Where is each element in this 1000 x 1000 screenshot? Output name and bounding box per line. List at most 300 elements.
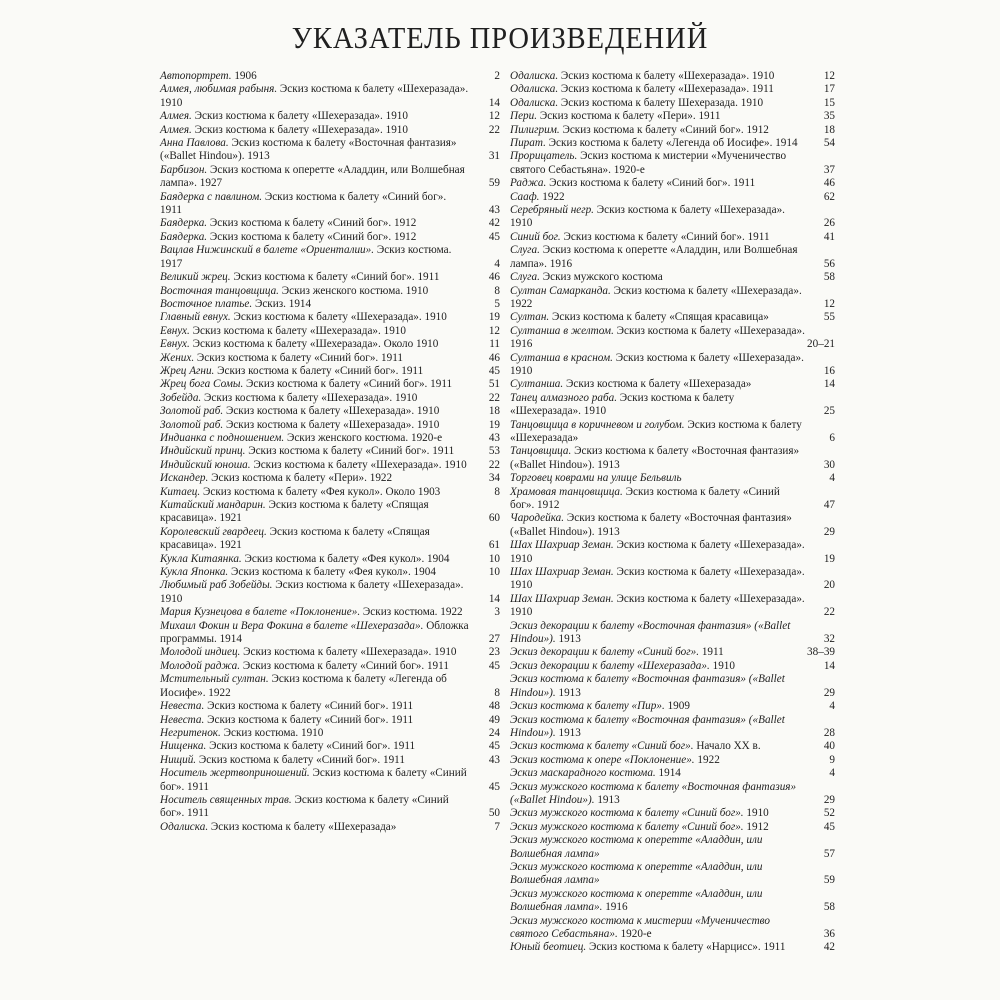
entry-page-number: 48 <box>488 700 500 713</box>
index-entry <box>510 754 835 767</box>
entry-page-number: 62 <box>823 190 835 203</box>
entry-title: Пилигрим. <box>510 123 560 136</box>
entry-text <box>510 673 805 700</box>
index-entry <box>160 459 500 472</box>
entry-title: Главный евнух. <box>160 311 231 324</box>
entry-page-number: 12 <box>823 70 835 82</box>
index-entry <box>160 110 500 123</box>
entry-text <box>510 861 805 888</box>
entry-description: Эскиз костюма к балету «Синий бог». 1911 <box>230 271 440 284</box>
index-entry <box>510 821 835 834</box>
entry-title: Эскиз мужского костюма к мистерии «Мученичество святого Себастьяна». <box>510 914 770 940</box>
entry-page-number: 26 <box>823 217 835 230</box>
entry-page-number: 14 <box>488 592 500 605</box>
index-entry <box>510 177 835 190</box>
entry-text <box>160 70 470 83</box>
entry-page-number: 57 <box>823 847 835 860</box>
index-entry <box>510 285 835 312</box>
index-entry <box>160 767 500 794</box>
entry-title: Евнух. <box>160 338 190 351</box>
index-entry <box>160 673 500 700</box>
entry-page-number: 8 <box>494 284 500 297</box>
entry-description: 1913 <box>555 726 581 739</box>
index-entry <box>160 566 500 579</box>
index-entry <box>160 660 500 673</box>
index-entry <box>510 834 835 861</box>
entry-title: Эскиз декорации к балету «Восточная фантазия» («Ballet Hindou»). <box>510 619 791 646</box>
entry-text <box>510 352 805 379</box>
entry-page-number: 22 <box>823 606 835 619</box>
entry-page-number: 42 <box>823 941 835 954</box>
entry-description: 1920-е <box>617 928 652 940</box>
index-entry <box>510 150 835 177</box>
entry-title: Прорицатель. <box>510 150 578 163</box>
entry-description: Эскиз костюма к балету «Фея кукол». 1904 <box>241 552 450 565</box>
entry-page-number: 52 <box>823 807 835 820</box>
index-entry <box>510 673 835 700</box>
entry-page-number: 55 <box>823 311 835 324</box>
entry-description: Эскиз костюма к балету «Синий бог». 1911 <box>240 659 449 672</box>
entry-title: Жених. <box>160 351 195 364</box>
entry-text <box>160 378 470 391</box>
index-entry <box>160 392 500 405</box>
entry-description: Эскиз. 1914 <box>252 297 312 310</box>
entry-description: Эскиз костюма к балету «Шехеразада». 1910 <box>510 566 805 592</box>
entry-description: Эскиз костюма к балету «Шехеразада». 1910 <box>558 70 775 82</box>
entry-title: Мария Кузнецова в балете «Поклонение». <box>160 606 361 619</box>
entry-text <box>160 244 470 271</box>
index-entry <box>510 740 835 753</box>
entry-title: Одалиска. <box>510 70 559 82</box>
index-entry <box>510 781 835 808</box>
entry-title: Негритенок. <box>160 726 221 739</box>
entry-title: Эскиз мужского костюма к балету «Синий бог». <box>510 820 744 833</box>
entry-title: Эскиз костюма к балету «Синий бог». <box>510 740 694 753</box>
entry-page-number: 22 <box>488 123 500 136</box>
index-entry <box>160 325 500 338</box>
entry-description: Эскиз костюма к мистерии «Мученичество святого Себастьяна». 1920-е <box>510 150 787 176</box>
entry-title: Одалиска. <box>510 96 559 109</box>
entry-title: Индийский юноша. <box>160 458 251 471</box>
entry-description: Эскиз костюма к балету «Синий бог». 1911 <box>546 177 756 190</box>
entry-page-number: 3 <box>494 606 500 619</box>
index-entry <box>510 445 835 472</box>
entry-title: Нищий. <box>160 753 197 766</box>
entry-page-number: 45 <box>488 230 500 243</box>
entry-description: 1922 <box>539 190 565 203</box>
index-entry <box>160 298 500 311</box>
entry-title: Храмовая танцовщица. <box>510 485 623 498</box>
index-entry <box>510 767 835 780</box>
entry-page-number: 61 <box>488 539 500 552</box>
entry-title: Китаец. <box>160 485 201 498</box>
entry-page-number: 49 <box>488 713 500 726</box>
entry-description: Эскиз костюма к балету «Шехеразада». 1910 <box>191 110 408 123</box>
entry-title: Слуга. <box>510 244 540 257</box>
entry-page-number: 29 <box>823 525 835 538</box>
entry-text <box>510 191 805 204</box>
entry-title: Эскиз мужского костюма к балету «Восточная фантазия» («Ballet Hindou»). <box>510 780 797 806</box>
entry-title: Шах Шахриар Земан. <box>510 592 614 605</box>
entry-title: Кукла Японка. <box>160 566 229 579</box>
entry-text <box>510 325 805 352</box>
entry-text <box>160 217 470 230</box>
entry-title: Слуга. <box>510 271 540 284</box>
entry-text <box>160 714 470 727</box>
entry-description: Эскиз костюма к балету «Легенда об Иосифе». 1914 <box>545 137 798 150</box>
entry-text <box>160 392 470 405</box>
entry-description: Эскиз костюма. 1922 <box>360 606 463 619</box>
entry-page-number: 8 <box>494 686 500 699</box>
entry-description: Эскиз костюма к балету «Шехеразада». 1910 <box>510 539 805 565</box>
index-entry <box>160 727 500 740</box>
entry-page-number: 32 <box>823 633 835 646</box>
entry-title: Нищенка. <box>160 740 207 753</box>
entry-page-number: 35 <box>823 110 835 123</box>
entry-text <box>510 566 805 593</box>
entry-title: Сааф. <box>510 190 540 203</box>
index-entry <box>510 311 835 324</box>
entry-title: Автопортрет. <box>160 70 232 82</box>
entry-text <box>160 700 470 713</box>
entry-description: Эскиз женского костюма. 1910 <box>278 284 429 297</box>
entry-description: Эскиз костюма к балету «Синий бог». 1911 <box>560 230 770 243</box>
entry-title: Баядерка. <box>160 230 208 243</box>
entry-text <box>510 285 805 312</box>
index-entry <box>510 392 835 419</box>
entry-title: Носитель священных трав. <box>160 793 292 806</box>
entry-title: Эскиз мужского костюма к оперетте «Аладдин, или Волшебная лампа» <box>510 860 763 887</box>
entry-description: Начало XX в. <box>693 740 761 753</box>
entry-title: Королевский гвардеец. <box>160 525 267 538</box>
entry-text <box>510 472 805 485</box>
index-entry <box>160 606 500 619</box>
entry-page-number: 45 <box>823 820 835 833</box>
entry-description: Эскиз костюма к балету «Синий бог». 1911 <box>196 753 405 766</box>
entry-title: Эскиз костюма к балету «Восточная фантазия» («Ballet Hindou»). <box>510 713 785 739</box>
entry-page-number: 41 <box>823 230 835 243</box>
entry-text <box>160 311 470 324</box>
entry-text <box>160 486 470 499</box>
entry-title: Носитель жертвоприношений. <box>160 767 310 780</box>
index-entry <box>510 807 835 820</box>
entry-description: Эскиз костюма к балету «Шехеразада». 1910 <box>189 324 406 337</box>
index-entry <box>510 271 835 284</box>
entry-page-number: 19 <box>488 311 500 324</box>
entry-text <box>160 767 470 794</box>
entry-title: Искандер. <box>160 472 209 485</box>
entry-description: Эскиз костюма к балету «Нарцисс». 1911 <box>586 941 786 954</box>
index-entry <box>160 419 500 432</box>
entry-page-number: 34 <box>488 472 500 485</box>
index-column-left <box>160 70 500 834</box>
entry-page-number: 30 <box>823 458 835 471</box>
entry-description: 1912 <box>743 820 769 833</box>
entry-text <box>160 419 470 432</box>
entry-text <box>510 767 805 780</box>
index-entry <box>160 352 500 365</box>
entry-text <box>160 365 470 378</box>
entry-description: Эскиз костюма к балету «Спящая красавица». 1921 <box>160 525 430 552</box>
entry-text <box>510 915 805 942</box>
entry-page-number: 45 <box>488 780 500 793</box>
entry-page-number: 23 <box>488 646 500 659</box>
entry-text <box>510 807 805 820</box>
index-entry <box>160 821 500 834</box>
entry-text <box>160 673 470 700</box>
entry-description: Эскиз костюма. 1917 <box>160 244 452 270</box>
entry-page-number: 51 <box>488 378 500 391</box>
entry-text <box>510 486 805 513</box>
index-entry <box>160 217 500 230</box>
entry-text <box>510 311 805 324</box>
entry-text <box>510 124 805 137</box>
entry-description: 1911 <box>699 646 724 659</box>
entry-text <box>160 110 470 123</box>
entry-title: Эскиз костюма к балету «Восточная фантазия» («Ballet Hindou»). <box>510 673 785 699</box>
index-entry <box>510 700 835 713</box>
entry-text <box>510 231 805 244</box>
index-entry <box>160 83 500 110</box>
index-entry <box>510 137 835 150</box>
entry-page-number: 28 <box>823 726 835 739</box>
entry-title: Торговец коврами на улице Бельвиль <box>510 472 682 485</box>
entry-description: Обложка программы. 1914 <box>160 619 469 646</box>
entry-title: Султанша в красном. <box>510 351 613 364</box>
index-entry <box>160 124 500 137</box>
index-entry <box>510 646 835 659</box>
entry-page-number: 8 <box>494 485 500 498</box>
entry-text <box>510 110 805 123</box>
index-entry <box>510 325 835 352</box>
index-entry <box>160 486 500 499</box>
entry-text <box>160 405 470 418</box>
entry-description: 1914 <box>655 767 681 780</box>
entry-description: Эскиз костюма к балету «Восточная фантазия» («Ballet Hindou»). 1913 <box>510 445 800 471</box>
entry-description: 1909 <box>664 700 690 713</box>
entry-text <box>510 834 805 861</box>
entry-page-number: 53 <box>488 445 500 458</box>
index-entry <box>160 472 500 485</box>
index-entry <box>160 378 500 391</box>
entry-text <box>160 620 470 647</box>
index-entry <box>160 405 500 418</box>
entry-page-number: 46 <box>488 271 500 284</box>
entry-text <box>510 941 805 954</box>
entry-title: Жрец бога Сомы. <box>160 378 244 391</box>
entry-text <box>160 566 470 579</box>
index-entry <box>510 539 835 566</box>
entry-text <box>510 445 805 472</box>
index-entry <box>510 512 835 539</box>
entry-description: Эскиз костюма к балету «Шехеразада» <box>208 820 397 833</box>
entry-text <box>160 754 470 767</box>
entry-description: Эскиз костюма к балету «Шехеразада». 1910 <box>160 579 464 605</box>
entry-text <box>510 137 805 150</box>
entry-description: Эскиз костюма к балету «Шехеразада» <box>563 378 752 391</box>
entry-title: Чародейка. <box>510 512 565 525</box>
entry-title: Жрец Агни. <box>160 364 215 377</box>
index-entry <box>510 70 835 83</box>
entry-page-number: 6 <box>829 431 835 444</box>
entry-page-number: 16 <box>823 364 835 377</box>
entry-page-number: 4 <box>829 767 835 780</box>
entry-title: Султанша в желтом. <box>510 324 614 337</box>
entry-page-number: 7 <box>494 820 500 833</box>
entry-description: Эскиз костюма к балету «Спящая красавица» <box>549 311 769 324</box>
entry-title: Анна Павлова. <box>160 137 229 150</box>
entry-description: 1913 <box>555 686 581 699</box>
entry-text <box>160 338 470 351</box>
entry-page-number: 22 <box>488 391 500 404</box>
entry-page-number: 45 <box>488 740 500 753</box>
entry-description: 1922 <box>694 753 720 766</box>
entry-description: Эскиз костюма к балету «Синий бог». 1912 <box>207 217 417 230</box>
index-entry <box>160 553 500 566</box>
entry-text <box>160 271 470 284</box>
entry-text <box>160 660 470 673</box>
entry-page-number: 38–39 <box>807 646 835 659</box>
entry-text <box>510 204 805 231</box>
entry-text <box>510 660 805 673</box>
index-entry <box>510 714 835 741</box>
index-entry <box>160 191 500 218</box>
entry-page-number: 4 <box>829 472 835 485</box>
entry-title: Эскиз мужского костюма к оперетте «Аладдин, или Волшебная лампа». <box>510 887 763 914</box>
index-entry <box>160 499 500 526</box>
index-entry <box>510 378 835 391</box>
page-title: УКАЗАТЕЛЬ ПРОИЗВЕДЕНИЙ <box>291 20 709 55</box>
entry-description: Эскиз костюма к балету «Шехеразада». 1910 <box>510 351 804 377</box>
entry-page-number: 5 <box>494 297 500 310</box>
index-entry <box>160 700 500 713</box>
entry-page-number: 46 <box>823 177 835 190</box>
entry-title: Султан. <box>510 311 550 324</box>
entry-description: Эскиз костюма к оперетте «Аладдин, или Волшебная лампа». 1927 <box>160 163 465 190</box>
index-entry <box>510 244 835 271</box>
index-entry <box>510 419 835 446</box>
entry-page-number: 4 <box>829 700 835 713</box>
entry-page-number: 58 <box>823 271 835 284</box>
index-entry <box>510 915 835 942</box>
index-entry <box>160 231 500 244</box>
index-entry <box>510 191 835 204</box>
entry-description: Эскиз костюма к балету «Пери». 1922 <box>208 472 393 485</box>
index-entry <box>510 472 835 485</box>
entry-title: Любимый раб Зобейды. <box>160 579 273 592</box>
index-entry <box>160 714 500 727</box>
index-entry <box>510 231 835 244</box>
entry-page-number: 56 <box>823 257 835 270</box>
entry-page-number: 43 <box>488 204 500 217</box>
index-entry <box>160 271 500 284</box>
index-entry <box>510 204 835 231</box>
entry-text <box>510 97 805 110</box>
entry-text <box>510 821 805 834</box>
entry-description: 1906 <box>231 70 257 82</box>
entry-title: Одалиска. <box>510 83 559 96</box>
entry-title: Китайский мандарин. <box>160 499 266 511</box>
entry-description: Эскиз костюма к балету «Шехеразада». 1910 <box>250 458 467 471</box>
index-entry <box>160 164 500 191</box>
entry-text <box>160 472 470 485</box>
entry-description: Эскиз женского костюма. 1920-е <box>284 431 443 444</box>
entry-title: Синий бог. <box>510 230 561 243</box>
index-entry <box>160 137 500 164</box>
entry-page-number: 18 <box>823 123 835 136</box>
entry-page-number: 14 <box>823 378 835 391</box>
entry-title: Индийский принц. <box>160 445 246 458</box>
entry-description: Эскиз костюма к балету «Синий бог». 1911 <box>160 767 467 793</box>
entry-title: Молодой раджа. <box>160 659 241 672</box>
index-entry <box>510 97 835 110</box>
entry-description: Эскиз костюма к балету «Синий бог». 1911 <box>204 700 414 713</box>
index-entry <box>160 620 500 647</box>
entry-page-number: 12 <box>488 324 500 337</box>
entry-title: Шах Шахриар Земан. <box>510 566 614 579</box>
index-entry <box>160 526 500 553</box>
entry-description: Эскиз костюма к балету «Шехеразада». Около 1910 <box>189 338 439 351</box>
entry-title: Серебряный негр. <box>510 204 594 217</box>
index-entry <box>160 285 500 298</box>
entry-description: Эскиз костюма. 1910 <box>220 726 324 739</box>
entry-text <box>160 164 470 191</box>
entry-description: Эскиз костюма к балету «Шехеразада». 1910 <box>160 83 469 109</box>
entry-description: Эскиз костюма к балету «Шехеразада». 1910 <box>230 311 447 324</box>
entry-page-number: 24 <box>488 726 500 739</box>
entry-description: Эскиз костюма к балету «Синий бог». 1912 <box>207 230 417 243</box>
entry-page-number: 29 <box>823 686 835 699</box>
index-entry <box>160 432 500 445</box>
entry-page-number: 42 <box>488 217 500 230</box>
entry-text <box>510 271 805 284</box>
entry-description: Эскиз костюма к балету «Шехеразада». 1910 <box>191 123 408 136</box>
entry-description: Эскиз костюма к балету «Синий бог». 1911 <box>204 713 414 726</box>
entry-description: Эскиз костюма к балету «Спящая красавица». 1921 <box>160 499 429 525</box>
entry-description: Эскиз костюма к балету «Шехеразада» <box>510 418 802 444</box>
index-entry <box>510 124 835 137</box>
index-entry <box>160 244 500 271</box>
entry-title: Эскиз декорации к балету «Синий бог». <box>510 646 700 659</box>
entry-text <box>510 150 805 177</box>
index-entry <box>510 888 835 915</box>
entry-title: Невеста. <box>160 713 205 726</box>
entry-description: Эскиз костюма к балету «Синий бог». 1911 <box>160 190 447 217</box>
entry-description: Эскиз костюма к балету «Синий бог». 1912 <box>559 123 769 136</box>
entry-page-number: 59 <box>488 177 500 190</box>
entry-title: Невеста. <box>160 700 205 713</box>
entry-title: Алмея. <box>160 110 192 123</box>
entry-page-number: 31 <box>488 150 500 163</box>
entry-title: Эскиз мужского костюма к оперетте «Аладдин, или Волшебная лампа» <box>510 834 763 860</box>
entry-text <box>160 124 470 137</box>
index-entry <box>510 941 835 954</box>
entry-page-number: 11 <box>489 338 500 351</box>
entry-description: Эскиз костюма к балету «Фея кукол». 1904 <box>228 566 436 579</box>
entry-text <box>160 137 470 164</box>
entry-page-number: 29 <box>823 793 835 806</box>
entry-page-number: 18 <box>488 405 500 418</box>
entry-title: Эскиз мужского костюма к балету «Синий бог». <box>510 807 744 820</box>
entry-title: Великий жрец. <box>160 271 231 284</box>
entry-title: Золотой раб. <box>160 405 224 418</box>
index-entry <box>160 646 500 659</box>
entry-text <box>160 646 470 659</box>
entry-title: Пери. <box>510 110 538 123</box>
entry-text <box>510 620 805 647</box>
entry-page-number: 20–21 <box>807 338 835 351</box>
entry-description: Эскиз костюма к балету «Синий бог». 1911 <box>243 378 453 391</box>
